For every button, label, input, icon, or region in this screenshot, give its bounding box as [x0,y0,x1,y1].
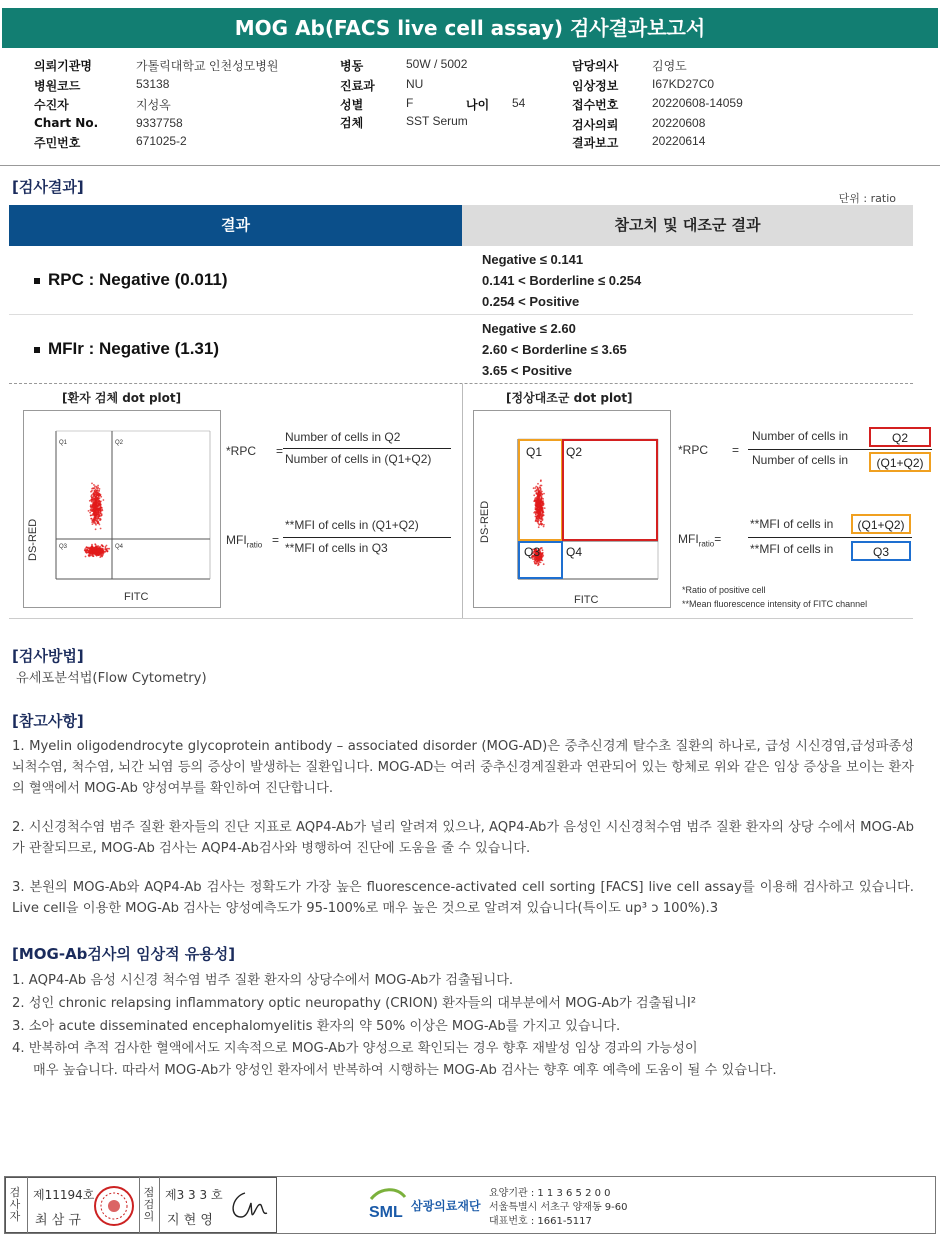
cell-dot [91,483,93,485]
cell-dot [537,483,539,485]
info-label: 병동 [340,59,364,73]
cell-dot [90,504,92,506]
cell-dot [89,553,91,555]
cell-dot [544,507,546,509]
cell-dot [88,510,90,512]
cell-dot [94,517,96,519]
info-value: 671025-2 [136,134,187,148]
cell-dot [540,488,542,490]
cell-dot [95,496,97,498]
clinical-item: 2. 성인 chronic relapsing inflammatory optic neuropathy (CRION) 환자들의 대부분에서 MOG-Ab가 검출됩니I² [12,996,697,1011]
cell-dot [538,497,540,499]
mfi-formula-label [678,532,721,548]
cell-dot [93,488,95,490]
cell-dot [96,499,98,501]
cell-dot [96,555,98,557]
mfi-subscript: ratio [246,540,263,550]
info-value: 20220614 [652,134,706,148]
signature-icon [225,1183,271,1227]
plot-divider [462,384,463,618]
cell-dot [535,516,537,518]
cell-dot [98,503,100,505]
ctl-mfi-numerator: **MFI of cells in [750,517,834,531]
q2-box: Q2 [869,427,931,447]
cell-dot [93,492,95,494]
cell-dot [94,511,96,513]
mfir-result-text: MFIr : Negative (1.31) [48,339,219,358]
q3-box: Q3 [851,541,911,561]
method-text: 유세포분석법(Flow Cytometry) [16,671,207,686]
cell-dot [100,555,102,557]
cell-dot [101,551,103,553]
clinical-item: 3. 소아 acute disseminated encephalomyelitis 환자의 약 50% 이상은 MOG-Ab를 가지고 있습니다. [12,1019,621,1034]
cell-dot [92,523,94,525]
cell-dot [96,511,98,513]
cell-dot [91,488,93,490]
cell-dot [91,547,93,549]
inspector-name: 최 삼 규 [35,1213,81,1228]
control-dot-plot [473,410,671,608]
cell-dot [533,494,535,496]
cell-dot [91,497,93,499]
cell-dot [99,508,101,510]
q1q2-box: (Q1+Q2) [869,452,931,472]
cell-dot [539,515,541,517]
y-axis-label: DS-RED [27,518,39,561]
cell-dot [98,547,100,549]
patient-dot-plot-svg [24,411,220,607]
mfir-reference [482,318,627,381]
quadrant-label-q1: Q1 [526,445,543,459]
cell-dot [543,524,545,526]
cell-dot [93,496,95,498]
mfir-result [34,339,219,359]
info-value: 50W / 5002 [406,57,468,71]
cell-dot [536,490,538,492]
cell-dot [96,548,98,550]
cell-dot [537,508,539,510]
cell-dot [97,518,99,520]
mfi-denominator: **MFI of cells in Q3 [285,541,388,555]
cell-dot [93,548,95,550]
cell-dot [86,546,88,548]
cell-dot [90,515,92,517]
cell-dot [91,510,93,512]
cell-dot [535,503,537,505]
divider [9,618,913,619]
cell-dot [535,507,537,509]
footer [4,1176,936,1234]
cell-dot [96,551,98,553]
verifier-license: 제3 3 3 호 [165,1188,223,1202]
mfi-text: MFI [678,532,699,546]
cell-dot [103,499,105,501]
cell-dot [540,518,542,520]
cell-dot [85,556,87,558]
quadrant-label-q4: Q4 [115,544,124,550]
x-axis-label: FITC [574,594,599,606]
cell-dot [537,521,539,523]
cell-dot [94,522,96,524]
footnote-rpc: *Ratio of positive cell [682,585,766,595]
info-label: 성별 [340,98,364,112]
control-plot-label: [정상대조군 dot plot] [506,391,633,405]
org-name: 삼광의료재단 [411,1199,481,1213]
cell-dot [536,518,538,520]
info-label: 주민번호 [34,136,81,150]
phone: 대표번호 : 1661-5117 [489,1216,592,1227]
quadrant-label-q3: Q3 [524,545,541,559]
cell-dot [534,487,536,489]
seal-icon [93,1185,135,1227]
patient-dot-plot [23,410,221,608]
sml-logo-icon [367,1185,409,1225]
info-label: Chart No. [34,116,99,130]
cell-dot [95,524,97,526]
cell-dot [87,551,89,553]
quadrant-label-q2: Q2 [566,445,583,459]
cell-dot [92,500,94,502]
cell-dot [98,490,100,492]
info-label: 임상정보 [572,79,619,93]
cell-dot [93,505,95,507]
cell-dot [533,512,535,514]
fraction-line [748,537,912,538]
cell-dot [95,547,97,549]
cell-dot [541,485,543,487]
quadrant-label-q3: Q3 [59,544,68,550]
ctl-mfi-denominator: **MFI of cells in [750,542,834,556]
clinical-item: 1. AQP4-Ab 음성 시신경 척수염 범주 질환 환자의 상당수에서 MOG-Ab가 검출됩니다. [12,973,514,988]
cell-dot [541,508,543,510]
ctl-rpc-numerator: Number of cells in [752,429,849,443]
cell-dot [91,490,93,492]
note-paragraph: 3. 본원의 MOG-Ab와 AQP4-Ab 검사는 정확도가 가장 높은 fluorescence-activated cell sorting [FACS] live cell assay를 이용해 검사하고 있습니다. Live cell을 이용한 MOG-Ab 검사는 양성예측도가 95-100%로 매우 높은 것으로 알려져 있습니다(특이도 up³ ɔ 100%).3 [12,880,914,916]
fraction-line [283,537,451,538]
cell-dot [537,486,539,488]
cell-dot [97,508,99,510]
row-divider [9,314,913,315]
institution-code: 요양기관 : 1 1 3 6 5 2 0 0 [489,1188,611,1199]
footnote-mfi: **Mean fluorescence intensity of FITC channel [682,599,868,609]
x-axis-label: FITC [124,591,149,603]
info-label: 의뢰기관명 [34,59,92,73]
cell-dot [95,504,97,506]
info-label: 병원코드 [34,79,81,93]
cell-dot [95,528,97,530]
ref-line: Negative ≤ 0.141 [482,252,584,267]
info-value: 지성옥 [136,98,171,112]
cell-dot [106,545,108,547]
fraction-line [283,448,451,449]
cell-dot [100,513,102,515]
cell-dot [100,505,102,507]
cell-dot [539,486,541,488]
info-label: 결과보고 [572,136,619,150]
cell-dot [538,488,540,490]
note-paragraph: 1. Myelin oligodendrocyte glycoprotein antibody – associated disorder (MOG-AD)은 중추신경계 탈수초 질환의 하나로, 급성 시신경염,급성파종성 뇌척수염, 척수염, 뇌간 뇌염 등의 증상이 발생하는 질환입니다. MOG-AD는 여러 중추신경계질환과 연관되어 있는 항체로 위와 같은 임상 증상을 보이는 환자의 혈액에서 MOG-Ab 양성여부를 확인하여 진단합니다. [12,739,914,796]
cell-dot [96,503,98,505]
rpc-formula-label: *RPC [226,444,257,458]
cell-dot [542,560,544,562]
cell-dot [92,554,94,556]
divider [139,1177,140,1233]
cell-dot [540,479,542,481]
info-label: 진료과 [340,79,375,93]
address: 서울특별시 서초구 양재동 9-60 [489,1202,628,1213]
equals-sign: = [276,444,284,458]
mfi-subscript: ratio [698,539,715,549]
cell-dot [97,553,99,555]
rpc-result-text: RPC : Negative (0.011) [48,270,228,289]
info-label: 접수번호 [572,98,619,112]
note-paragraph: 2. 시신경척수염 범주 질환 환자들의 진단 지표로 AQP4-Ab가 널리 알려져 있으나, AQP4-Ab가 음성인 시신경척수염 범주 질환 환자의 상당 수에서 MOG-Ab가 관찰되므로, MOG-Ab 검사는 AQP4-Ab검사와 병행하여 진단에 도움을 줄 수 있습니다. [12,820,914,856]
cell-dot [94,485,96,487]
cell-dot [89,512,91,514]
cell-dot [542,512,544,514]
q1q2-box: (Q1+Q2) [851,514,911,534]
cell-dot [95,549,97,551]
patient-info [0,52,940,165]
cell-dot [94,552,96,554]
cell-dot [91,521,93,523]
cell-dot [93,503,95,505]
cell-dot [539,494,541,496]
info-value: 9337758 [136,116,183,130]
cell-dot [538,524,540,526]
logo-text: SML [369,1204,403,1221]
cell-dot [537,506,539,508]
info-label: 담당의사 [572,59,619,73]
cell-dot [98,500,100,502]
cell-dot [537,493,539,495]
info-value: SST Serum [406,114,468,128]
bullet-icon [34,278,40,284]
cell-dot [540,501,542,503]
ref-line: 0.141 < Borderline ≤ 0.254 [482,273,642,288]
cell-dot [538,496,540,498]
cell-dot [100,496,102,498]
cell-dot [543,563,545,565]
cell-dot [91,545,93,547]
clinical-item: 매우 높습니다. 따라서 MOG-Ab가 양성인 환자에서 반복하여 시행하는 MOG-Ab 검사는 향후 예후 예측에 도움이 될 수 있습니다. [12,1063,777,1078]
cell-dot [100,510,102,512]
inspector-vertical-label: 검사자 [9,1186,21,1223]
cell-dot [103,551,105,553]
cell-dot [96,486,98,488]
equals-sign: = [732,443,740,457]
info-value: F [406,96,414,110]
divider [27,1177,28,1233]
rpc-formula-label: *RPC [678,443,709,457]
quadrant-label-q4: Q4 [566,545,583,559]
info-label: 수진자 [34,98,69,112]
cell-dot [539,509,541,511]
cell-dot [542,549,544,551]
age-label: 나이 [466,98,490,112]
cell-dot [106,548,108,550]
fraction-line [748,449,932,450]
cell-dot [535,514,537,516]
cell-dot [538,491,540,493]
cell-dot [85,550,87,552]
equals-sign: = [714,532,722,546]
inspector-license: 제11194호 [33,1188,95,1202]
equals-sign: = [272,533,280,547]
cell-dot [540,558,542,560]
cell-dot [100,528,102,530]
divider [0,165,940,166]
cell-dot [98,494,100,496]
cell-dot [541,497,543,499]
cell-dot [98,522,100,524]
y-axis-label: DS-RED [479,500,491,543]
cell-dot [540,521,542,523]
reference-header: 참고치 및 대조군 결과 [462,205,913,246]
cell-dot [100,549,102,551]
notes-heading: [참고사항] [12,712,84,730]
ref-line: 2.60 < Borderline ≤ 3.65 [482,342,627,357]
cell-dot [100,519,102,521]
cell-dot [106,550,108,552]
cell-dot [533,487,535,489]
info-value: 20220608 [652,116,706,130]
cell-dot [95,491,97,493]
info-label: 검사의뢰 [572,118,619,132]
info-value: NU [406,77,424,91]
cell-dot [542,501,544,503]
cell-dot [101,552,103,554]
cell-dot [536,511,538,513]
cell-dot [96,490,98,492]
mfi-numerator: **MFI of cells in (Q1+Q2) [285,518,419,532]
patient-plot-label: [환자 검체 dot plot] [62,391,182,405]
mfi-formula-label [226,533,262,549]
result-header: 결과 [9,205,462,246]
cell-dot [538,526,540,528]
cell-dot [539,517,541,519]
cell-dot [91,552,93,554]
cell-dot [536,560,538,562]
clinical-item: 4. 반복하여 추적 검사한 혈액에서도 지속적으로 MOG-Ab가 양성으로 확인되는 경우 향후 재발성 임상 경과의 가능성이 [12,1041,698,1056]
cell-dot [541,498,543,500]
cell-dot [96,520,98,522]
ref-line: 0.254 < Positive [482,294,580,309]
info-value: 53138 [136,77,170,91]
quadrant-label-q2: Q2 [115,440,124,446]
info-label: 검체 [340,116,364,130]
bullet-icon [34,347,40,353]
cell-dot [540,504,542,506]
cell-dot [542,556,544,558]
cell-dot [535,563,537,565]
cell-dot [543,526,545,528]
ctl-rpc-denominator: Number of cells in [752,453,849,467]
rpc-denominator: Number of cells in (Q1+Q2) [285,452,432,466]
cell-dot [538,504,540,506]
cell-dot [97,485,99,487]
verifier-vertical-label: 점검의 [143,1186,155,1223]
cell-dot [94,508,96,510]
info-value: 20220608-14059 [652,96,743,110]
cell-dot [540,562,542,564]
cell-dot [535,520,537,522]
method-heading: [검사방법] [12,647,84,665]
cell-dot [89,500,91,502]
ref-line: Negative ≤ 2.60 [482,321,576,336]
info-value: 김영도 [652,59,687,73]
cell-dot [100,502,102,504]
report-title: MOG Ab(FACS live cell assay) 검사결과보고서 [2,8,938,48]
rpc-result [34,270,228,290]
cell-dot [98,549,100,551]
unit-label: 단위 : ratio [838,192,896,205]
results-heading: [검사결과] [12,178,84,196]
info-value: I67KD27C0 [652,77,715,91]
cell-dot [541,523,543,525]
rpc-reference [482,249,641,312]
cell-dot [96,545,98,547]
cell-dot [95,544,97,546]
cell-dot [99,488,101,490]
cell-dot [537,500,539,502]
mfi-text: MFI [226,533,247,547]
cell-dot [93,484,95,486]
cell-dot [90,549,92,551]
cell-dot [91,520,93,522]
cell-dot [102,546,104,548]
cell-dot [543,493,545,495]
age-value: 54 [512,96,526,110]
cell-dot [541,510,543,512]
rpc-numerator: Number of cells in Q2 [285,430,401,444]
cell-dot [86,550,88,552]
row-divider [9,383,913,384]
divider [159,1177,160,1233]
quadrant-label-q1: Q1 [59,440,68,446]
cell-dot [99,516,101,518]
cell-dot [101,507,103,509]
ref-line: 3.65 < Positive [482,363,572,378]
cell-dot [543,514,545,516]
info-value: 가톨릭대학교 인천성모병원 [136,59,279,73]
clinical-heading: [MOG-Ab검사의 임상적 유용성] [12,945,236,963]
cell-dot [93,515,95,517]
cell-dot [91,518,93,520]
cell-dot [538,563,540,565]
control-dot-plot-svg [474,411,670,607]
verifier-name: 지 현 영 [167,1213,213,1228]
cell-dot [542,552,544,554]
cell-dot [94,512,96,514]
